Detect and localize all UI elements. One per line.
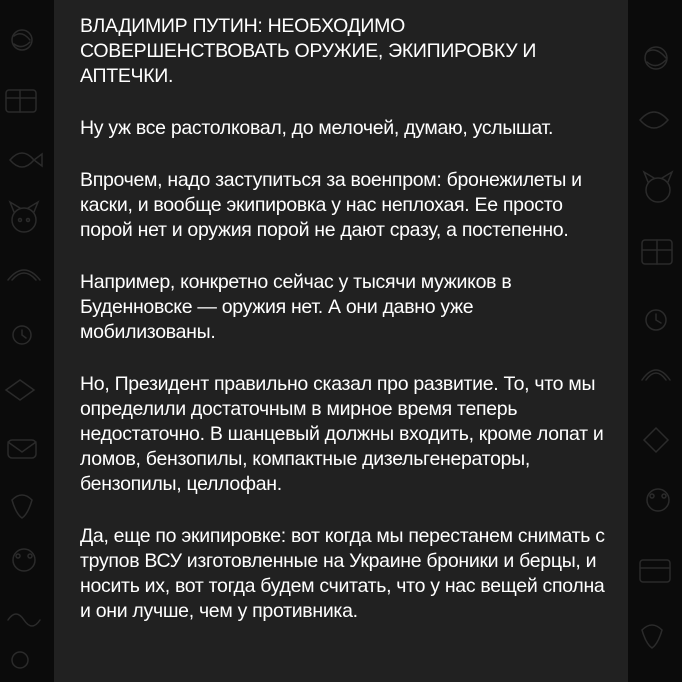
cat-face-icon: [646, 178, 670, 202]
message-paragraph: Да, еще по экипировке: вот когда мы перестанем снимать с трупов ВСУ изготовленные на Украине броники и берцы, и носить их, вот тогда будем считать, что у нас вещей сполна и они лучше, чем у противника.: [80, 525, 605, 622]
cat-face-icon: [12, 208, 36, 232]
message-paragraph: Но, Президент правильно сказал про развитие. То, что мы определили достаточным в мирное время теперь недостаточно. В шанцевый должны входить, кроме лопат и ломов, бензопилы, компактные дизельгенераторы, бензопилы, целлофан.: [80, 373, 604, 495]
heart-icon: [12, 495, 32, 518]
wave-icon: [8, 614, 40, 626]
box-icon: [640, 560, 670, 582]
box-icon: [6, 90, 36, 112]
message-bubble: [54, 0, 628, 682]
diamond-icon: [6, 380, 34, 400]
fish-icon: [640, 112, 668, 128]
fish-icon: [10, 153, 34, 167]
paw-icon: [13, 549, 35, 571]
diamond-icon: [644, 428, 668, 452]
message-paragraph: Ну уж все растолковал, до мелочей, думаю, услышат.: [80, 117, 554, 139]
mail-icon: [8, 440, 36, 458]
message-paragraph: Например, конкретно сейчас у тысячи мужиков в Буденновске — оружия нет. А они давно уже мобилизованы.: [80, 271, 512, 343]
paw-icon: [647, 489, 669, 511]
message-headline: ВЛАДИМИР ПУТИН: НЕОБХОДИМО СОВЕРШЕНСТВОВАТЬ ОРУЖИЕ, ЭКИПИРОВКУ И АПТЕЧКИ.: [80, 15, 537, 87]
message-paragraph: Впрочем, надо заступиться за военпром: бронежилеты и каски, и вообще экипировка у нас неплохая. Ее просто порой нет и оружия порой не дают сразу, а постепенно.: [80, 169, 582, 241]
heart-icon: [642, 625, 662, 648]
